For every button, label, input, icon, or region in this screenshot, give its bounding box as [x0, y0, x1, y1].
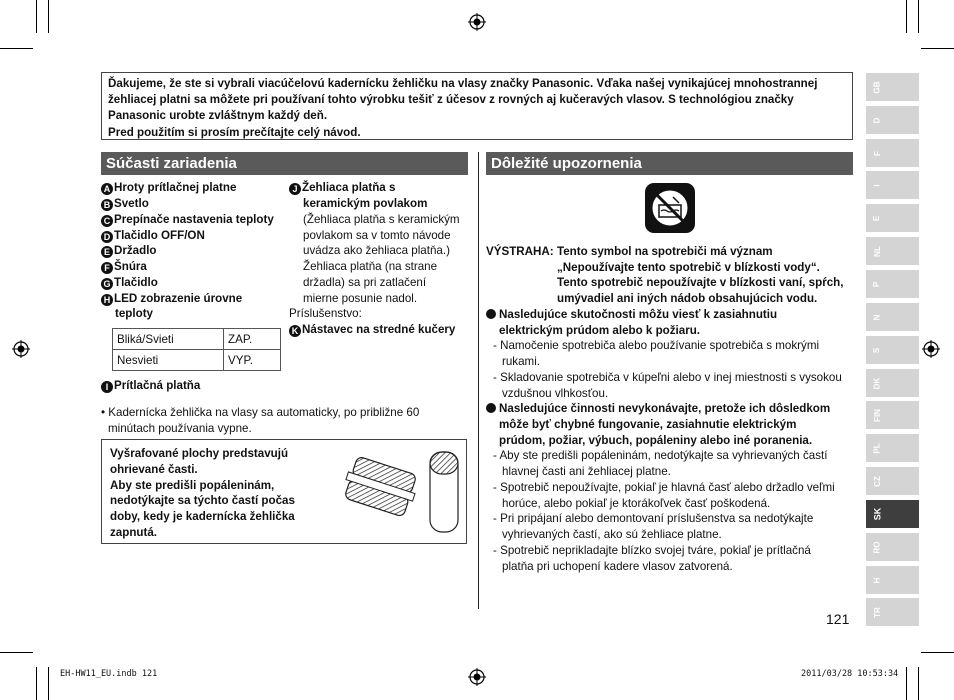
part-item: E Držadlo — [101, 243, 157, 259]
part-desc: uvádza ako žehliaca platňa.) — [303, 244, 450, 257]
bullet-item: Nasledujúce činnosti nevykonávajte, pretože ich dôsledkom — [486, 401, 830, 417]
part-desc: (Žehliaca platňa s keramickým — [303, 213, 460, 226]
auto-off-note: • Kadernícka žehlička na vlasy sa automaticky, po približne 60 — [101, 406, 420, 419]
tab-dk[interactable]: DK — [866, 369, 919, 397]
bullet-cont: môže byť chybné fungovanie, zasiahnutie elektrickým — [499, 418, 797, 431]
intro-line: žehliacej platni sa môžete pri používaní tohto výrobku tešiť z účesov z rovných aj kučeravých vlasov. S technológiou značky — [108, 93, 794, 107]
tab-h[interactable]: H — [866, 566, 919, 594]
dash-item: - Aby ste predišli popáleninám, nedotýkajte sa vyhrievaných častí — [493, 449, 828, 462]
footer-date: 2011/03/28 10:53:34 — [801, 669, 899, 679]
tab-f[interactable]: F — [866, 139, 919, 167]
parts-heading: Súčasti zariadenia — [101, 152, 468, 175]
tab-n[interactable]: N — [866, 303, 919, 331]
tab-pl[interactable]: PL — [866, 434, 919, 462]
part-desc: povlakom sa v tomto návode — [303, 229, 451, 242]
tab-fin[interactable]: FIN — [866, 401, 919, 429]
part-item: G Tlačidlo — [101, 275, 158, 291]
dash-item: - Spotrebič nepoužívajte, pokiaľ je hlavná časť alebo držadlo veľmi — [493, 481, 835, 494]
intro-line: Panasonic urobte zvláštnym každý deň. — [108, 109, 328, 123]
intro-box — [101, 72, 853, 140]
tab-p[interactable]: P — [866, 270, 919, 298]
part-item-cont: keramickým povlakom — [303, 197, 428, 210]
part-item: D Tlačidlo OFF/ON — [101, 228, 205, 244]
tab-gb[interactable]: GB — [866, 73, 919, 101]
part-desc: Žehliaca platňa (na strane — [303, 260, 438, 273]
warning-label: VÝSTRAHA: — [486, 245, 554, 258]
led-table — [112, 328, 281, 371]
warning-text: Tento symbol na spotrebiči má význam — [557, 245, 773, 258]
dash-cont: vzdušnou vlhkosťou. — [502, 387, 609, 400]
tab-s[interactable]: S — [866, 336, 919, 364]
registration-mark-icon — [12, 340, 30, 358]
registration-mark-icon — [922, 340, 940, 358]
bullet-item: Nasledujúce skutočnosti môžu viesť k zasiahnutiu — [486, 307, 777, 323]
part-item: I Prítlačná platňa — [101, 378, 200, 394]
tab-cz[interactable]: CZ — [866, 467, 919, 495]
part-desc: mierne posunie nadol. — [303, 292, 418, 305]
part-item: F Šnúra — [101, 259, 147, 275]
tab-ro[interactable]: RO — [866, 533, 919, 561]
tab-tr[interactable]: TR — [866, 598, 919, 626]
no-water-symbol-icon — [645, 183, 695, 233]
tab-nl[interactable]: NL — [866, 237, 919, 265]
tab-i[interactable]: I — [866, 171, 919, 199]
dash-cont: hlavnej časti ani žehliacej platne. — [502, 465, 671, 478]
dash-cont: rukami. — [502, 355, 541, 368]
part-item: J Žehliaca platňa s — [289, 180, 395, 196]
bullet-cont: elektrickým prúdom alebo k požiaru. — [499, 324, 701, 337]
page-number: 121 — [826, 611, 850, 627]
part-item-cont: teploty — [115, 307, 154, 320]
warning-text: „Nepoužívajte tento spotrebič v blízkosti vody“. — [557, 261, 820, 274]
warning-text: umývadiel ani iných nádob obsahujúcich vodu. — [557, 292, 818, 305]
part-item: K Nástavec na stredné kučery — [289, 322, 455, 338]
dash-cont: vyhrievaných častí, ako sú žehliace platne. — [502, 528, 722, 541]
part-item: C Prepínače nastavenia teploty — [101, 212, 274, 228]
part-item: H LED zobrazenie úrovne — [101, 291, 242, 307]
table-row: Nesvieti VYP. — [113, 350, 281, 371]
column-divider — [478, 152, 479, 609]
accessory-label: Príslušenstvo: — [289, 307, 362, 320]
hot-parts-warning-box: Vyšrafované plochy predstavujú ohrievané časti. Aby ste predišli popáleninám, nedotýkajte sa týchto častí počas doby, kedy je kadernícka žehlička zapnutá. — [101, 439, 467, 544]
dash-item: - Spotrebič neprikladajte blízko svojej tváre, pokiaľ je prítlačná — [493, 544, 811, 557]
registration-mark-icon — [468, 668, 486, 686]
intro-line: Pred použitím si prosím prečítajte celý návod. — [108, 125, 361, 139]
table-row: Bliká/Svieti ZAP. — [113, 329, 281, 350]
registration-mark-icon — [468, 13, 486, 31]
dash-item: - Skladovanie spotrebiča v kúpeľni alebo v inej miestnosti s vysokou — [493, 371, 842, 384]
auto-off-note: minútach používania vypne. — [108, 422, 252, 435]
tab-e[interactable]: E — [866, 204, 919, 232]
part-item: A Hroty prítlačnej platne — [101, 180, 236, 196]
tab-d[interactable]: D — [866, 106, 919, 134]
dash-item: - Pri pripájaní alebo demontovaní príslušenstva sa nedotýkajte — [493, 512, 814, 525]
hair-iron-illustration — [338, 446, 464, 540]
footer-file: EH-HW11_EU.indb 121 — [60, 669, 158, 679]
dash-cont: horúce, alebo pokiaľ je ktorákoľvek časť poškodená. — [502, 497, 771, 510]
tab-sk[interactable]: SK — [866, 500, 919, 528]
dash-cont: platňa pri uchopení kadere vlasov zatvorená. — [502, 560, 733, 573]
warning-text: Tento spotrebič nepoužívajte v blízkosti vaní, spŕch, — [557, 276, 844, 289]
dash-item: - Namočenie spotrebiča alebo používanie spotrebiča s mokrými — [493, 339, 820, 352]
bullet-cont: prúdom, požiar, výbuch, popáleniny alebo iné poranenia. — [499, 434, 813, 447]
notice-heading: Dôležité upozornenia — [486, 152, 853, 175]
intro-line: Ďakujeme, že ste si vybrali viacúčelovú kadernícku žehličku na vlasy značky Panasonic. Vďaka našej vynikajúcej mnohostrannej — [108, 77, 818, 90]
part-item: B Svetlo — [101, 196, 149, 212]
part-desc: držadla) sa pri zatlačení — [303, 276, 427, 289]
